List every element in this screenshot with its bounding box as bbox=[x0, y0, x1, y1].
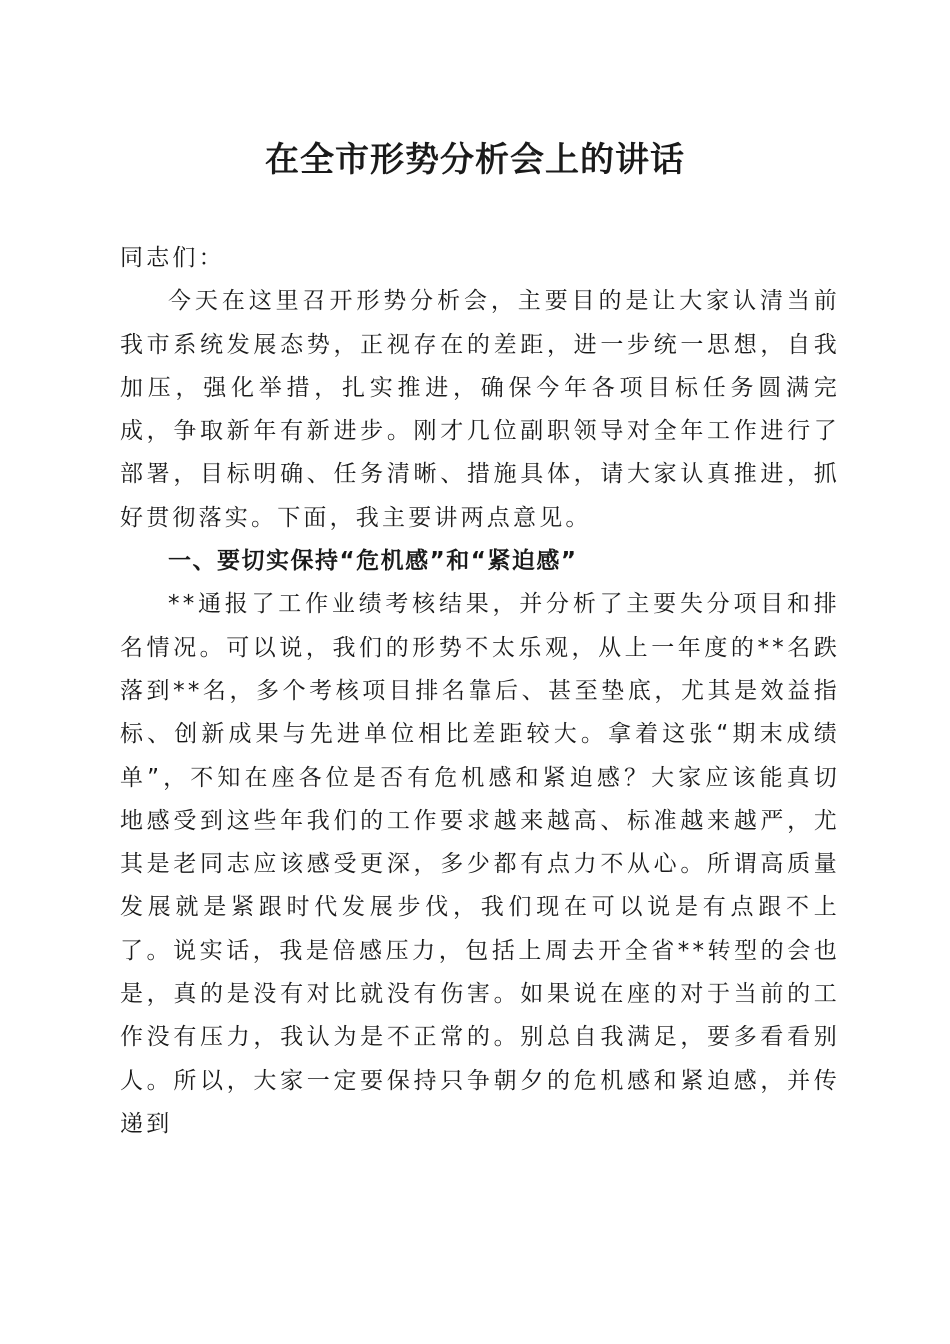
paragraph-section-1: **通报了工作业绩考核结果，并分析了主要失分项目和排名情况。可以说，我们的形势不太乐观，从上一年度的**名跌落到**名，多个考核项目排名靠后、甚至垫底，尤其是效益指标、创新成果与先进单位相比差距较大。拿着这张“期末成绩单”，不知在座各位是否有危机感和紧迫感？大家应该能真切地感受到这些年我们的工作要求越来越高、标准越来越严，尤其是老同志应该感受更深，多少都有点力不从心。所谓高质量发展就是紧跟时代发展步伐，我们现在可以说是有点跟不上了。说实话，我是倍感压力，包括上周去开全省**转型的会也是，真的是没有对比就没有伤害。如果说在座的对于当前的工作没有压力，我认为是不正常的。别总自我满足，要多看看别人。所以，大家一定要保持只争朝夕的危机感和紧迫感，并传递到 bbox=[120, 591, 840, 1137]
section-heading-1: 一、要切实保持“危机感”和“紧迫感” bbox=[168, 548, 578, 575]
salutation: 同志们： bbox=[120, 245, 225, 271]
document-body bbox=[120, 237, 840, 1146]
paragraph-opening: 今天在这里召开形势分析会，主要目的是让大家认清当前我市系统发展态势，正视存在的差距，进一步统一思想，自我加压，强化举措，扎实推进，确保今年各项目标任务圆满完成，争取新年有新进步。刚才几位副职领导对全年工作进行了部署，目标明确、任务清晰、措施具体，请大家认真推进，抓好贯彻落实。下面，我主要讲两点意见。 bbox=[120, 288, 840, 531]
document-title: 在全市形势分析会上的讲话 bbox=[265, 140, 685, 180]
